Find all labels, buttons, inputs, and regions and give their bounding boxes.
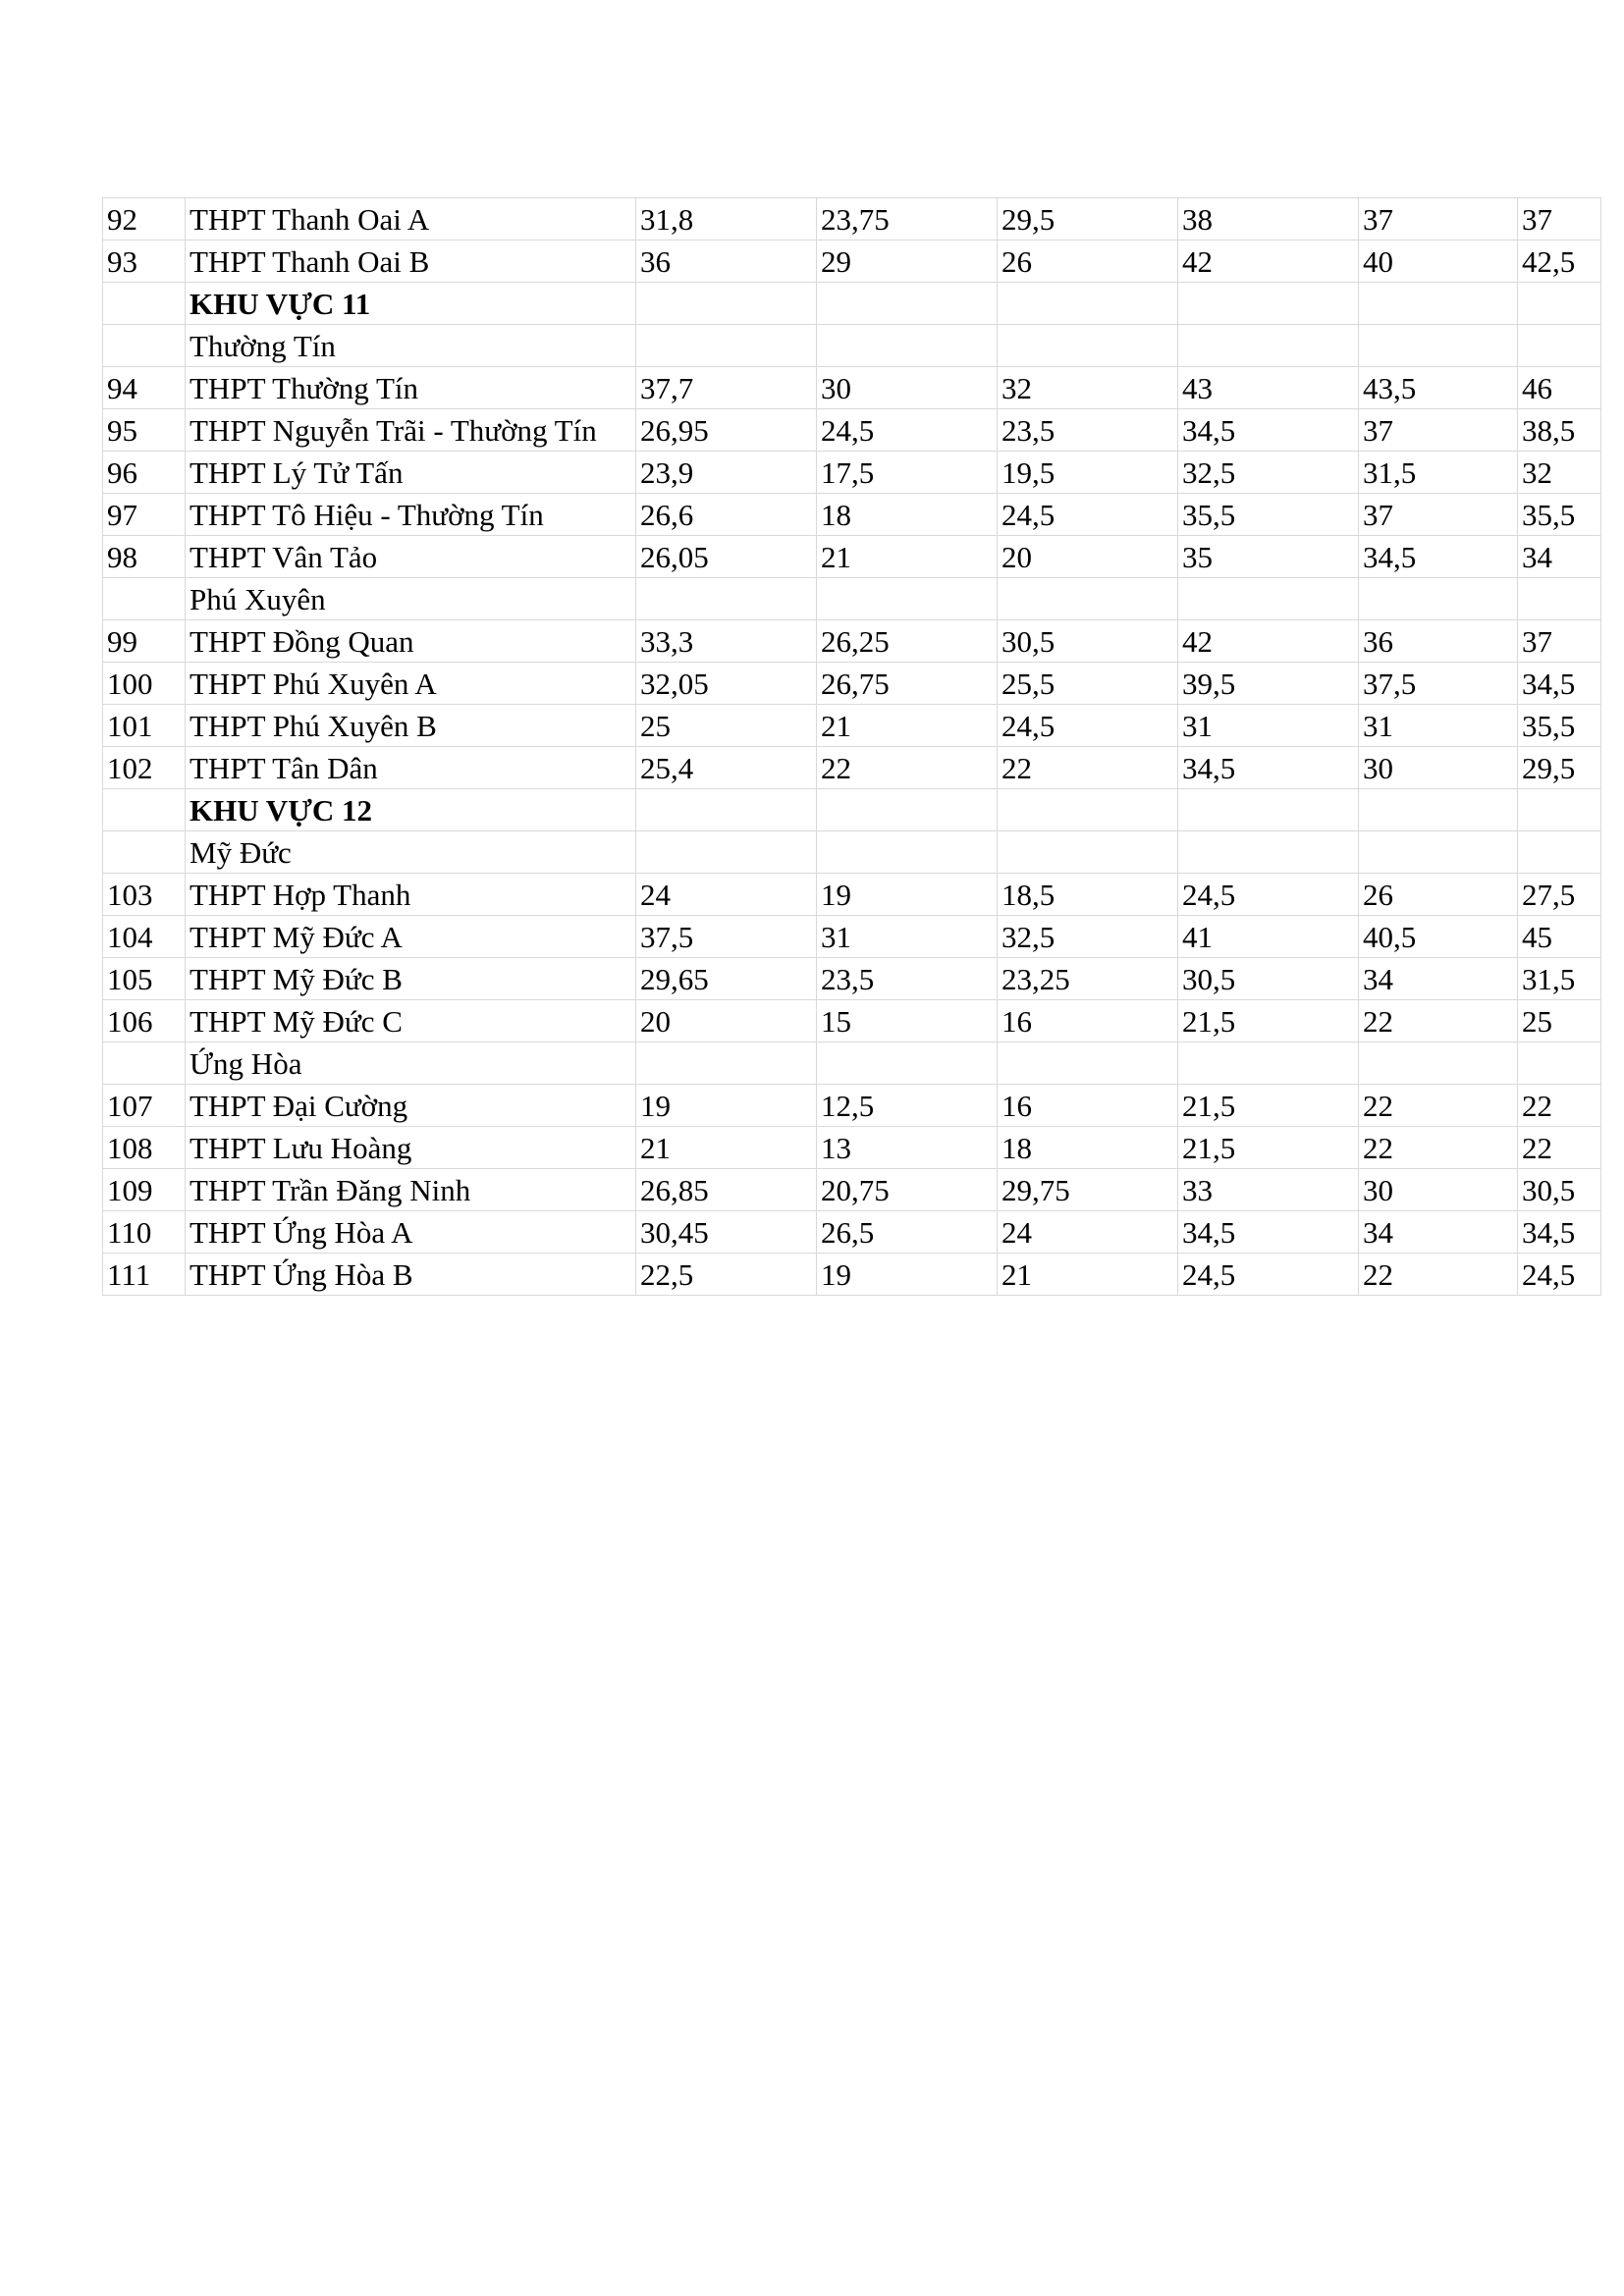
score-col-1-cell: 22,5 <box>636 1254 817 1296</box>
score-col-2-cell: 26,25 <box>817 620 998 663</box>
school-row <box>103 747 1601 789</box>
row-number-cell: 101 <box>103 705 186 747</box>
score-col-3-cell: 18 <box>998 1127 1178 1169</box>
score-col-3-cell: 21 <box>998 1254 1178 1296</box>
row-number-cell: 103 <box>103 874 186 916</box>
score-col-5-cell: 22 <box>1359 1000 1518 1042</box>
score-col-5-cell: 34,5 <box>1359 536 1518 578</box>
school-row <box>103 240 1601 283</box>
row-number-cell: 109 <box>103 1169 186 1211</box>
score-col-6-cell: 34,5 <box>1518 663 1601 705</box>
score-col-1-cell <box>636 1042 817 1085</box>
school-name-cell: THPT Mỹ Đức A <box>186 916 636 958</box>
district-group-row <box>103 325 1601 367</box>
score-col-5-cell: 26 <box>1359 874 1518 916</box>
row-number-cell <box>103 1042 186 1085</box>
score-col-1-cell: 36 <box>636 240 817 283</box>
row-number-cell: 105 <box>103 958 186 1000</box>
score-col-6-cell: 34,5 <box>1518 1211 1601 1254</box>
school-row <box>103 874 1601 916</box>
score-col-4-cell: 30,5 <box>1178 958 1359 1000</box>
row-number-cell: 95 <box>103 409 186 452</box>
score-col-5-cell: 34 <box>1359 958 1518 1000</box>
region-header-row <box>103 283 1601 325</box>
row-number-cell: 104 <box>103 916 186 958</box>
score-col-5-cell <box>1359 789 1518 831</box>
school-row <box>103 367 1601 409</box>
score-col-1-cell <box>636 789 817 831</box>
score-col-5-cell <box>1359 578 1518 620</box>
score-col-3-cell <box>998 789 1178 831</box>
score-col-1-cell: 24 <box>636 874 817 916</box>
school-row <box>103 916 1601 958</box>
score-col-4-cell: 32,5 <box>1178 452 1359 494</box>
score-col-1-cell <box>636 283 817 325</box>
score-col-1-cell <box>636 831 817 874</box>
score-col-1-cell: 23,9 <box>636 452 817 494</box>
score-col-3-cell <box>998 325 1178 367</box>
school-row <box>103 494 1601 536</box>
row-number-cell: 94 <box>103 367 186 409</box>
school-row <box>103 452 1601 494</box>
score-col-5-cell: 37 <box>1359 409 1518 452</box>
row-number-cell: 98 <box>103 536 186 578</box>
score-col-3-cell: 29,75 <box>998 1169 1178 1211</box>
score-col-3-cell: 18,5 <box>998 874 1178 916</box>
score-col-1-cell: 31,8 <box>636 198 817 240</box>
score-col-6-cell <box>1518 578 1601 620</box>
score-col-6-cell: 34 <box>1518 536 1601 578</box>
school-name-cell: THPT Mỹ Đức B <box>186 958 636 1000</box>
score-col-2-cell: 13 <box>817 1127 998 1169</box>
district-name-cell: Phú Xuyên <box>186 578 636 620</box>
school-name-cell: THPT Ứng Hòa A <box>186 1211 636 1254</box>
score-col-2-cell: 15 <box>817 1000 998 1042</box>
score-col-4-cell: 34,5 <box>1178 1211 1359 1254</box>
score-col-5-cell: 36 <box>1359 620 1518 663</box>
score-col-1-cell: 25 <box>636 705 817 747</box>
score-col-4-cell: 39,5 <box>1178 663 1359 705</box>
school-name-cell: THPT Hợp Thanh <box>186 874 636 916</box>
score-col-2-cell: 19 <box>817 1254 998 1296</box>
score-col-1-cell: 30,45 <box>636 1211 817 1254</box>
score-col-3-cell: 26 <box>998 240 1178 283</box>
row-number-cell: 96 <box>103 452 186 494</box>
score-col-5-cell: 34 <box>1359 1211 1518 1254</box>
score-col-4-cell: 21,5 <box>1178 1085 1359 1127</box>
score-col-1-cell: 19 <box>636 1085 817 1127</box>
score-col-4-cell <box>1178 283 1359 325</box>
score-col-3-cell: 24,5 <box>998 705 1178 747</box>
score-col-2-cell: 22 <box>817 747 998 789</box>
score-col-1-cell: 26,6 <box>636 494 817 536</box>
score-col-6-cell: 30,5 <box>1518 1169 1601 1211</box>
score-col-4-cell: 31 <box>1178 705 1359 747</box>
school-name-cell: THPT Thường Tín <box>186 367 636 409</box>
row-number-cell: 110 <box>103 1211 186 1254</box>
score-col-2-cell: 31 <box>817 916 998 958</box>
score-col-5-cell: 30 <box>1359 747 1518 789</box>
score-col-4-cell: 34,5 <box>1178 747 1359 789</box>
score-col-5-cell: 22 <box>1359 1085 1518 1127</box>
score-col-4-cell: 34,5 <box>1178 409 1359 452</box>
score-col-5-cell: 40 <box>1359 240 1518 283</box>
score-col-6-cell: 31,5 <box>1518 958 1601 1000</box>
score-col-2-cell <box>817 325 998 367</box>
score-col-5-cell <box>1359 325 1518 367</box>
score-col-6-cell: 35,5 <box>1518 705 1601 747</box>
score-col-1-cell: 26,95 <box>636 409 817 452</box>
score-col-6-cell <box>1518 283 1601 325</box>
score-col-5-cell: 43,5 <box>1359 367 1518 409</box>
score-col-4-cell: 21,5 <box>1178 1000 1359 1042</box>
score-col-1-cell <box>636 578 817 620</box>
score-col-6-cell: 37 <box>1518 620 1601 663</box>
score-col-4-cell: 24,5 <box>1178 1254 1359 1296</box>
score-col-6-cell: 45 <box>1518 916 1601 958</box>
row-number-cell: 99 <box>103 620 186 663</box>
score-col-4-cell: 38 <box>1178 198 1359 240</box>
district-group-row <box>103 578 1601 620</box>
school-row <box>103 1127 1601 1169</box>
score-col-5-cell: 22 <box>1359 1127 1518 1169</box>
score-col-3-cell: 30,5 <box>998 620 1178 663</box>
score-col-3-cell: 20 <box>998 536 1178 578</box>
school-name-cell: THPT Thanh Oai A <box>186 198 636 240</box>
school-name-cell: THPT Đại Cường <box>186 1085 636 1127</box>
score-col-1-cell: 20 <box>636 1000 817 1042</box>
score-col-1-cell: 33,3 <box>636 620 817 663</box>
row-number-cell: 108 <box>103 1127 186 1169</box>
school-row <box>103 1000 1601 1042</box>
school-name-cell: THPT Lý Tử Tấn <box>186 452 636 494</box>
score-col-2-cell: 19 <box>817 874 998 916</box>
row-number-cell <box>103 789 186 831</box>
score-col-1-cell: 25,4 <box>636 747 817 789</box>
score-col-3-cell <box>998 831 1178 874</box>
score-col-2-cell <box>817 831 998 874</box>
school-name-cell: THPT Phú Xuyên B <box>186 705 636 747</box>
score-col-2-cell: 30 <box>817 367 998 409</box>
score-col-2-cell: 24,5 <box>817 409 998 452</box>
score-col-1-cell: 26,85 <box>636 1169 817 1211</box>
score-col-4-cell: 33 <box>1178 1169 1359 1211</box>
score-col-3-cell <box>998 578 1178 620</box>
score-col-5-cell: 37 <box>1359 494 1518 536</box>
score-col-4-cell: 35 <box>1178 536 1359 578</box>
row-number-cell: 93 <box>103 240 186 283</box>
score-col-6-cell: 32 <box>1518 452 1601 494</box>
table-body <box>103 198 1601 1296</box>
score-col-6-cell: 46 <box>1518 367 1601 409</box>
score-col-5-cell <box>1359 283 1518 325</box>
row-number-cell <box>103 831 186 874</box>
district-name-cell: Thường Tín <box>186 325 636 367</box>
region-title-cell: KHU VỰC 11 <box>186 283 636 325</box>
score-col-5-cell: 37,5 <box>1359 663 1518 705</box>
score-col-3-cell: 16 <box>998 1000 1178 1042</box>
score-col-4-cell: 41 <box>1178 916 1359 958</box>
row-number-cell: 111 <box>103 1254 186 1296</box>
row-number-cell: 107 <box>103 1085 186 1127</box>
score-col-4-cell: 42 <box>1178 240 1359 283</box>
score-col-5-cell: 40,5 <box>1359 916 1518 958</box>
school-row <box>103 663 1601 705</box>
score-col-6-cell <box>1518 789 1601 831</box>
score-col-1-cell: 26,05 <box>636 536 817 578</box>
score-col-1-cell: 37,7 <box>636 367 817 409</box>
row-number-cell: 97 <box>103 494 186 536</box>
district-name-cell: Ứng Hòa <box>186 1042 636 1085</box>
score-col-3-cell: 19,5 <box>998 452 1178 494</box>
score-col-6-cell: 25 <box>1518 1000 1601 1042</box>
school-name-cell: THPT Tân Dân <box>186 747 636 789</box>
score-col-6-cell: 37 <box>1518 198 1601 240</box>
school-row <box>103 958 1601 1000</box>
score-col-3-cell: 23,5 <box>998 409 1178 452</box>
score-col-5-cell <box>1359 831 1518 874</box>
score-col-6-cell: 27,5 <box>1518 874 1601 916</box>
score-col-4-cell <box>1178 325 1359 367</box>
row-number-cell: 102 <box>103 747 186 789</box>
school-name-cell: THPT Trần Đăng Ninh <box>186 1169 636 1211</box>
school-name-cell: THPT Đồng Quan <box>186 620 636 663</box>
score-col-2-cell <box>817 578 998 620</box>
district-name-cell: Mỹ Đức <box>186 831 636 874</box>
score-col-6-cell: 35,5 <box>1518 494 1601 536</box>
score-col-5-cell: 31 <box>1359 705 1518 747</box>
score-col-2-cell: 26,75 <box>817 663 998 705</box>
score-col-6-cell: 22 <box>1518 1127 1601 1169</box>
score-col-6-cell: 38,5 <box>1518 409 1601 452</box>
score-col-2-cell: 23,75 <box>817 198 998 240</box>
score-col-1-cell: 37,5 <box>636 916 817 958</box>
score-col-1-cell: 32,05 <box>636 663 817 705</box>
score-col-6-cell: 22 <box>1518 1085 1601 1127</box>
school-name-cell: THPT Mỹ Đức C <box>186 1000 636 1042</box>
row-number-cell: 100 <box>103 663 186 705</box>
score-col-2-cell: 29 <box>817 240 998 283</box>
school-name-cell: THPT Ứng Hòa B <box>186 1254 636 1296</box>
score-col-4-cell <box>1178 789 1359 831</box>
score-col-3-cell: 23,25 <box>998 958 1178 1000</box>
score-col-3-cell: 29,5 <box>998 198 1178 240</box>
score-col-4-cell <box>1178 578 1359 620</box>
score-col-1-cell: 29,65 <box>636 958 817 1000</box>
score-col-2-cell <box>817 789 998 831</box>
row-number-cell <box>103 578 186 620</box>
row-number-cell: 92 <box>103 198 186 240</box>
school-row <box>103 1085 1601 1127</box>
score-col-5-cell: 31,5 <box>1359 452 1518 494</box>
school-name-cell: THPT Vân Tảo <box>186 536 636 578</box>
school-name-cell: THPT Phú Xuyên A <box>186 663 636 705</box>
school-name-cell: THPT Tô Hiệu - Thường Tín <box>186 494 636 536</box>
score-col-2-cell <box>817 1042 998 1085</box>
score-col-1-cell <box>636 325 817 367</box>
score-col-2-cell: 17,5 <box>817 452 998 494</box>
school-row <box>103 1169 1601 1211</box>
school-row <box>103 536 1601 578</box>
score-col-2-cell: 23,5 <box>817 958 998 1000</box>
school-row <box>103 620 1601 663</box>
score-col-6-cell: 29,5 <box>1518 747 1601 789</box>
score-col-4-cell: 42 <box>1178 620 1359 663</box>
school-name-cell: THPT Lưu Hoàng <box>186 1127 636 1169</box>
score-col-2-cell: 26,5 <box>817 1211 998 1254</box>
score-col-1-cell: 21 <box>636 1127 817 1169</box>
score-col-6-cell: 42,5 <box>1518 240 1601 283</box>
school-row <box>103 1211 1601 1254</box>
school-name-cell: THPT Thanh Oai B <box>186 240 636 283</box>
score-col-3-cell: 22 <box>998 747 1178 789</box>
score-col-4-cell: 43 <box>1178 367 1359 409</box>
row-number-cell: 106 <box>103 1000 186 1042</box>
score-col-4-cell: 35,5 <box>1178 494 1359 536</box>
score-col-5-cell: 22 <box>1359 1254 1518 1296</box>
score-col-6-cell <box>1518 1042 1601 1085</box>
school-row <box>103 409 1601 452</box>
region-header-row <box>103 789 1601 831</box>
score-col-4-cell: 24,5 <box>1178 874 1359 916</box>
score-col-3-cell: 32,5 <box>998 916 1178 958</box>
score-col-6-cell: 24,5 <box>1518 1254 1601 1296</box>
row-number-cell <box>103 325 186 367</box>
score-col-4-cell: 21,5 <box>1178 1127 1359 1169</box>
school-row <box>103 198 1601 240</box>
score-col-3-cell: 24,5 <box>998 494 1178 536</box>
score-col-2-cell: 18 <box>817 494 998 536</box>
score-col-3-cell <box>998 1042 1178 1085</box>
score-col-5-cell: 37 <box>1359 198 1518 240</box>
score-col-3-cell: 16 <box>998 1085 1178 1127</box>
score-col-2-cell: 12,5 <box>817 1085 998 1127</box>
score-col-6-cell <box>1518 831 1601 874</box>
school-row <box>103 705 1601 747</box>
score-col-5-cell <box>1359 1042 1518 1085</box>
score-col-2-cell <box>817 283 998 325</box>
score-col-4-cell <box>1178 1042 1359 1085</box>
school-row <box>103 1254 1601 1296</box>
row-number-cell <box>103 283 186 325</box>
score-col-6-cell <box>1518 325 1601 367</box>
score-col-3-cell: 24 <box>998 1211 1178 1254</box>
score-table <box>102 197 1601 1296</box>
district-group-row <box>103 831 1601 874</box>
score-col-2-cell: 20,75 <box>817 1169 998 1211</box>
score-col-2-cell: 21 <box>817 705 998 747</box>
school-name-cell: THPT Nguyễn Trãi - Thường Tín <box>186 409 636 452</box>
score-col-3-cell <box>998 283 1178 325</box>
score-col-4-cell <box>1178 831 1359 874</box>
score-col-5-cell: 30 <box>1359 1169 1518 1211</box>
region-title-cell: KHU VỰC 12 <box>186 789 636 831</box>
score-col-3-cell: 25,5 <box>998 663 1178 705</box>
district-group-row <box>103 1042 1601 1085</box>
score-col-3-cell: 32 <box>998 367 1178 409</box>
score-col-2-cell: 21 <box>817 536 998 578</box>
